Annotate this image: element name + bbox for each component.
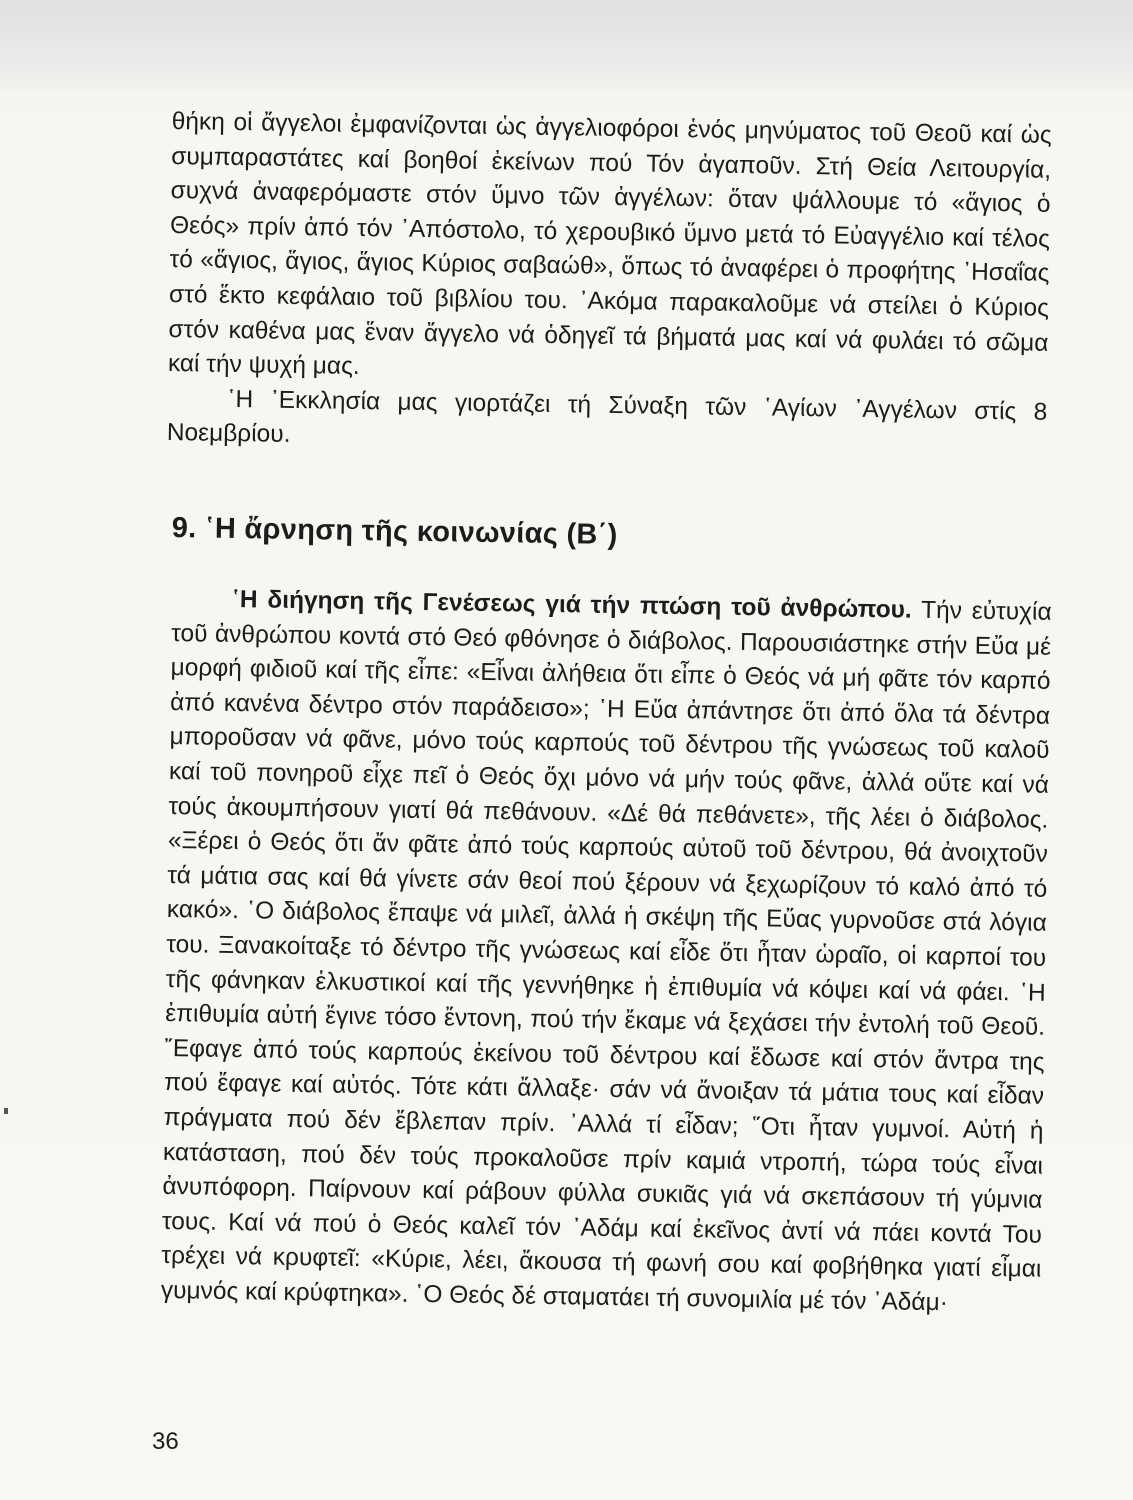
section-lead: ῾Η διήγηση τῆς Γενέσεως γιά τήν πτώση τοῦ ἀνθρώπου. [231,585,912,624]
section-body: Τήν εὐτυχία τοῦ ἀνθρώπου κοντά στό Θεό φθόνησε ὁ διάβολος. Παρουσιάστηκε στήν Εὔα μέ μορφή φιδιοῦ καί τῆς εἶπε: «Εἶναι ἀλήθεια ὅτι εἶπε ὁ Θεός νά μή φᾶτε τόν καρπό ἀπό κανένα δέντρο στόν παράδεισο»; ῾Η Εὔα ἀπάντησε ὅτι ἀπό ὅλα τά δέντρα μποροῦσαν νά φᾶνε, μόνο τούς καρπούς τοῦ δέντρου τῆς γνώσεως τοῦ καλοῦ καί τοῦ πονηροῦ εἶχε πεῖ ὁ Θεός ὄχι μόνο νά μήν τούς φᾶνε, ἀλλά οὔτε καί νά τούς ἀκουμπήσουν γιατί θά πεθάνουν. «Δέ θά πεθάνετε», τῆς λέει ὁ διάβολος. «Ξέρει ὁ Θεός ὅτι ἄν φᾶτε ἀπό τούς καρπούς αὐτοῦ τοῦ δέντρου, θά ἀνοιχτοῦν τά μάτια σας καί θά γίνετε σάν θεοί πού ξέρουν νά ξεχωρίζουν τό καλό ἀπό τό κακό». ῾Ο διάβολος ἔπαψε νά μιλεῖ, ἀλλά ἡ σκέψη τῆς Εὔας γυρνοῦσε στά λόγια του. Ξανακοίταξε τό δέντρο τῆς γνώσεως καί εἶδε ὅτι ἦταν ὡραῖο, οἱ καρποί του τῆς φάνηκαν ἑλκυστικοί καί τῆς γεννήθηκε ἡ ἐπιθυμία νά κόψει καί νά φάει. ῾Η ἐπιθυμία αὐτή ἔγινε τόσο ἔντονη, πού τήν ἔκαμε νά ξεχάσει τήν ἐντολή τοῦ Θεοῦ. ῎Εφαγε ἀπό τούς καρπούς ἐκείνου τοῦ δέντρου καί ἔδωσε καί στόν ἄντρα της πού ἔφαγε καί αὐτός. Τότε κάτι ἄλλαξε· σάν νά ἄνοιξαν τά μάτια τους καί εἶδαν πράγματα πού δέν ἔβλεπαν πρίν. ᾿Αλλά τί εἶδαν; ῞Οτι ἦταν γυμνοί. Αὐτή ἡ κατάσταση, πού δέν τούς προκαλοῦσε πρίν καμιά ντροπή, τώρα τούς εἶναι ἀνυπόφορη. Παίρνουν καί ράβουν φύλλα συκιᾶς γιά νά σκεπάσουν τή γύμνια τους. Καί νά πού ὁ Θεός καλεῖ τόν ᾿Αδάμ καί ἐκεῖνος ἀντί νά πάει κοντά Του τρέχει νά κρυφτεῖ: «Κύριε, λέει, ἄκουσα τή φωνή σου καί φοβήθηκα γιατί εἶμαι γυμνός καί κρύφτηκα». ῾Ο Θεός δέ σταματάει τή συνομιλία μέ τόν ᾿Αδάμ· [160,596,1052,1317]
paragraph-fall-of-man [161,582,1052,1322]
page-number: 36 [152,1428,179,1455]
section-text [161,582,1052,1322]
continued-text [167,105,1052,465]
paragraph-angels-liturgy: θήκη οἱ ἄγγελοι ἐμφανίζονται ὡς ἀγγελιοφόροι ἑνός μηνύματος τοῦ Θεοῦ καί ὡς συμπαραστάτες καί βοηθοί ἐκείνων πού Τόν ἀγαποῦν. Στή Θεία Λειτουργία, συχνά ἀναφερόμαστε στόν ὕμνο τῶν ἀγγέλων: ὅταν ψάλλουμε τό «ἅγιος ὁ Θεός» πρίν ἀπό τόν ᾿Απόστολο, τό χερουβικό ὕμνο μετά τό Εὐαγγέλιο καί τέλος τό «ἅγιος, ἅγιος, ἅγιος Κύριος σαβαώθ», ὅπως τό ἀναφέρει ὁ προφήτης ᾿Ησαΐας στό ἕκτο κεφάλαιο τοῦ βιβλίου του. ᾿Ακόμα παρακαλοῦμε νά στείλει ὁ Κύριος στόν καθένα μας ἕναν ἄγγελο νά ὁδηγεῖ τά βήματά μας καί νά φυλάει τό σῶμα καί τήν ψυχή μας. [167,107,1052,381]
section-heading: 9. ῾Η ἄρνηση τῆς κοινωνίας (Β΄) [171,512,618,551]
margin-mark [4,1108,8,1114]
scan-shadow [0,0,1133,95]
paragraph-synaxis: ῾Η ᾿Εκκλησία μας γιορτάζει τή Σύναξη τῶν ῾Αγίων ᾿Αγγέλων στίς 8 Νοεμβρίου. [166,385,1048,449]
